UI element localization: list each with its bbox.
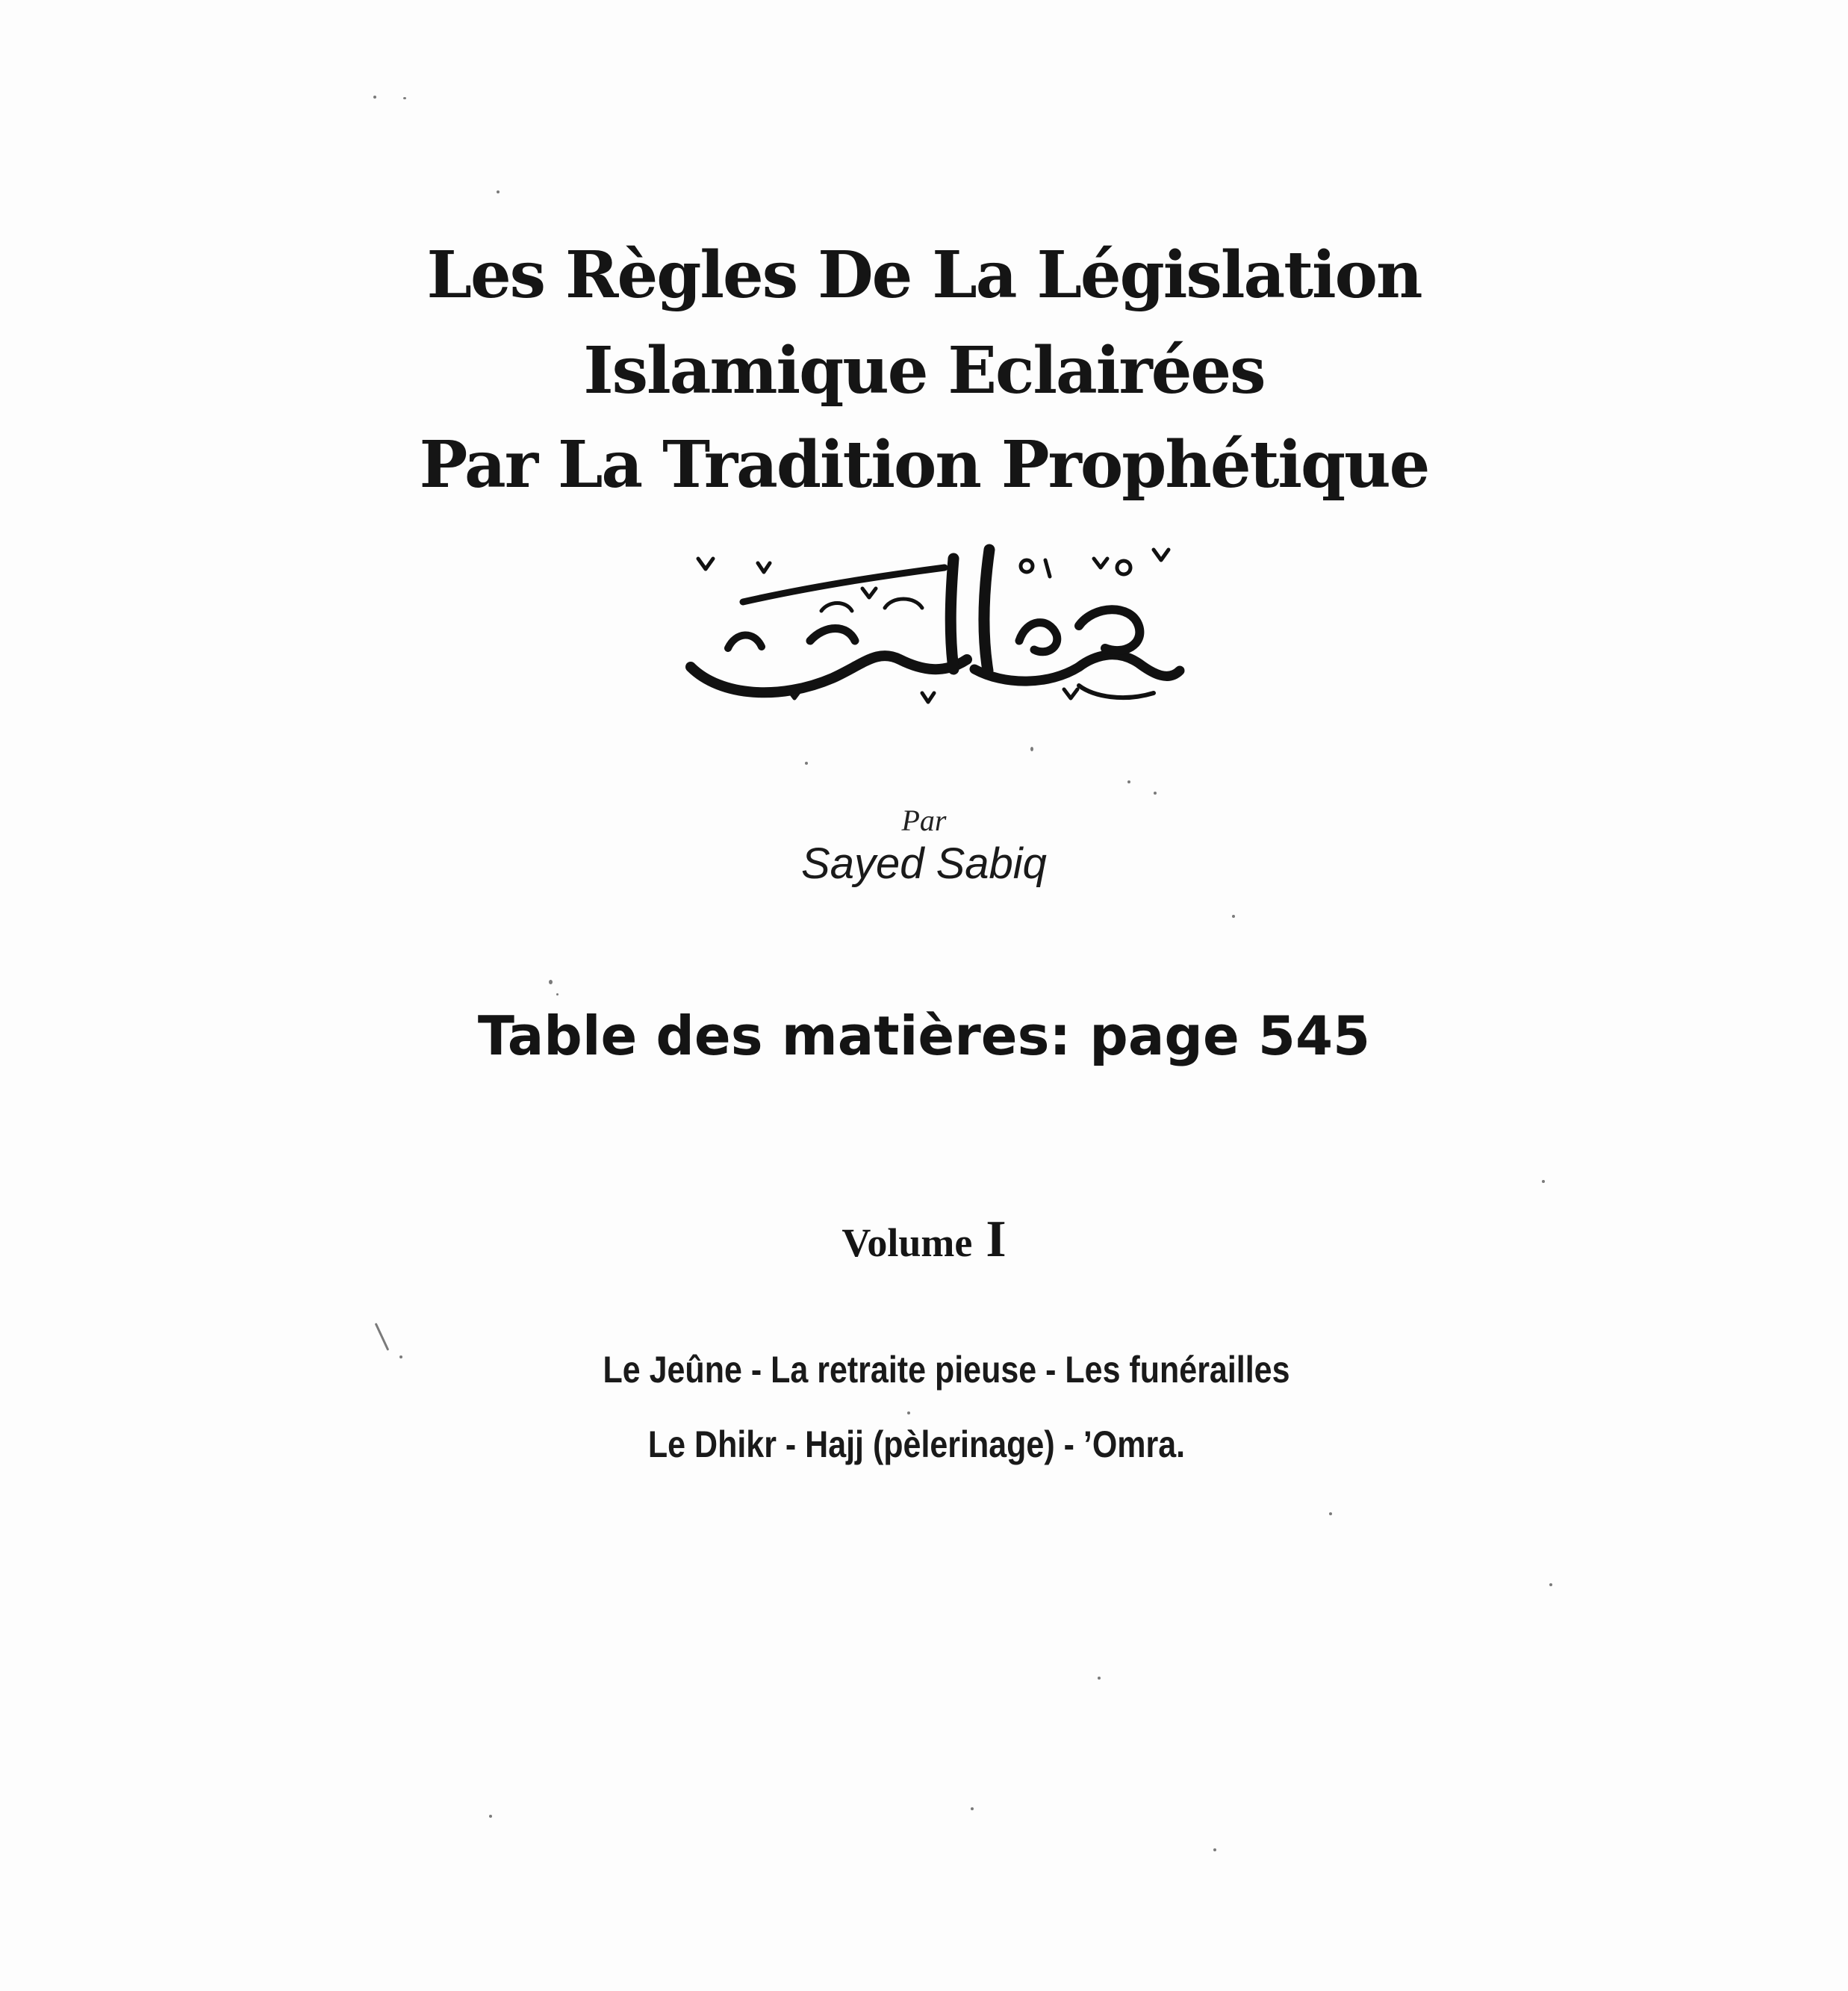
subjects-line-1: Le Jeûne - La retraite pieuse - Les funérailles xyxy=(603,1349,1290,1391)
table-of-contents-note: Table des matières: page 545 xyxy=(477,1004,1371,1067)
scan-speck xyxy=(399,1355,402,1358)
book-title-line-3: Par La Tradition Prophétique xyxy=(419,427,1429,503)
scan-speck xyxy=(1542,1180,1545,1183)
volume-heading xyxy=(0,1210,1848,1270)
scan-speck xyxy=(549,980,553,984)
scan-speck xyxy=(1232,915,1235,918)
scan-speck xyxy=(375,1323,390,1351)
scan-speck xyxy=(1154,792,1157,795)
author-name: Sayed Sabiq xyxy=(801,839,1047,888)
scan-speck xyxy=(1549,1583,1552,1586)
scan-speck xyxy=(1213,1848,1216,1851)
volume-word: Volume xyxy=(841,1220,973,1265)
scan-speck xyxy=(805,762,808,765)
scan-speck xyxy=(373,96,376,99)
scan-speck xyxy=(497,190,500,193)
scan-speck xyxy=(556,993,559,996)
scan-speck xyxy=(1127,780,1130,783)
scan-speck xyxy=(489,1815,492,1818)
subjects-line-2: Le Dhikr - Hajj (pèlerinage) - ’Omra. xyxy=(647,1423,1186,1465)
scan-speck xyxy=(1030,747,1033,751)
book-title-line-2: Islamique Eclairées xyxy=(583,333,1265,409)
scan-speck xyxy=(907,1411,910,1414)
scan-speck xyxy=(971,1807,974,1810)
scan-speck xyxy=(403,97,406,99)
book-title-line-1: Les Règles De La Législation xyxy=(426,237,1422,313)
byline-label: Par xyxy=(901,804,947,837)
arabic-calligraphy-title xyxy=(676,536,1191,715)
scan-speck xyxy=(1329,1512,1332,1515)
volume-number: I xyxy=(986,1211,1007,1268)
scan-speck xyxy=(1098,1677,1101,1680)
